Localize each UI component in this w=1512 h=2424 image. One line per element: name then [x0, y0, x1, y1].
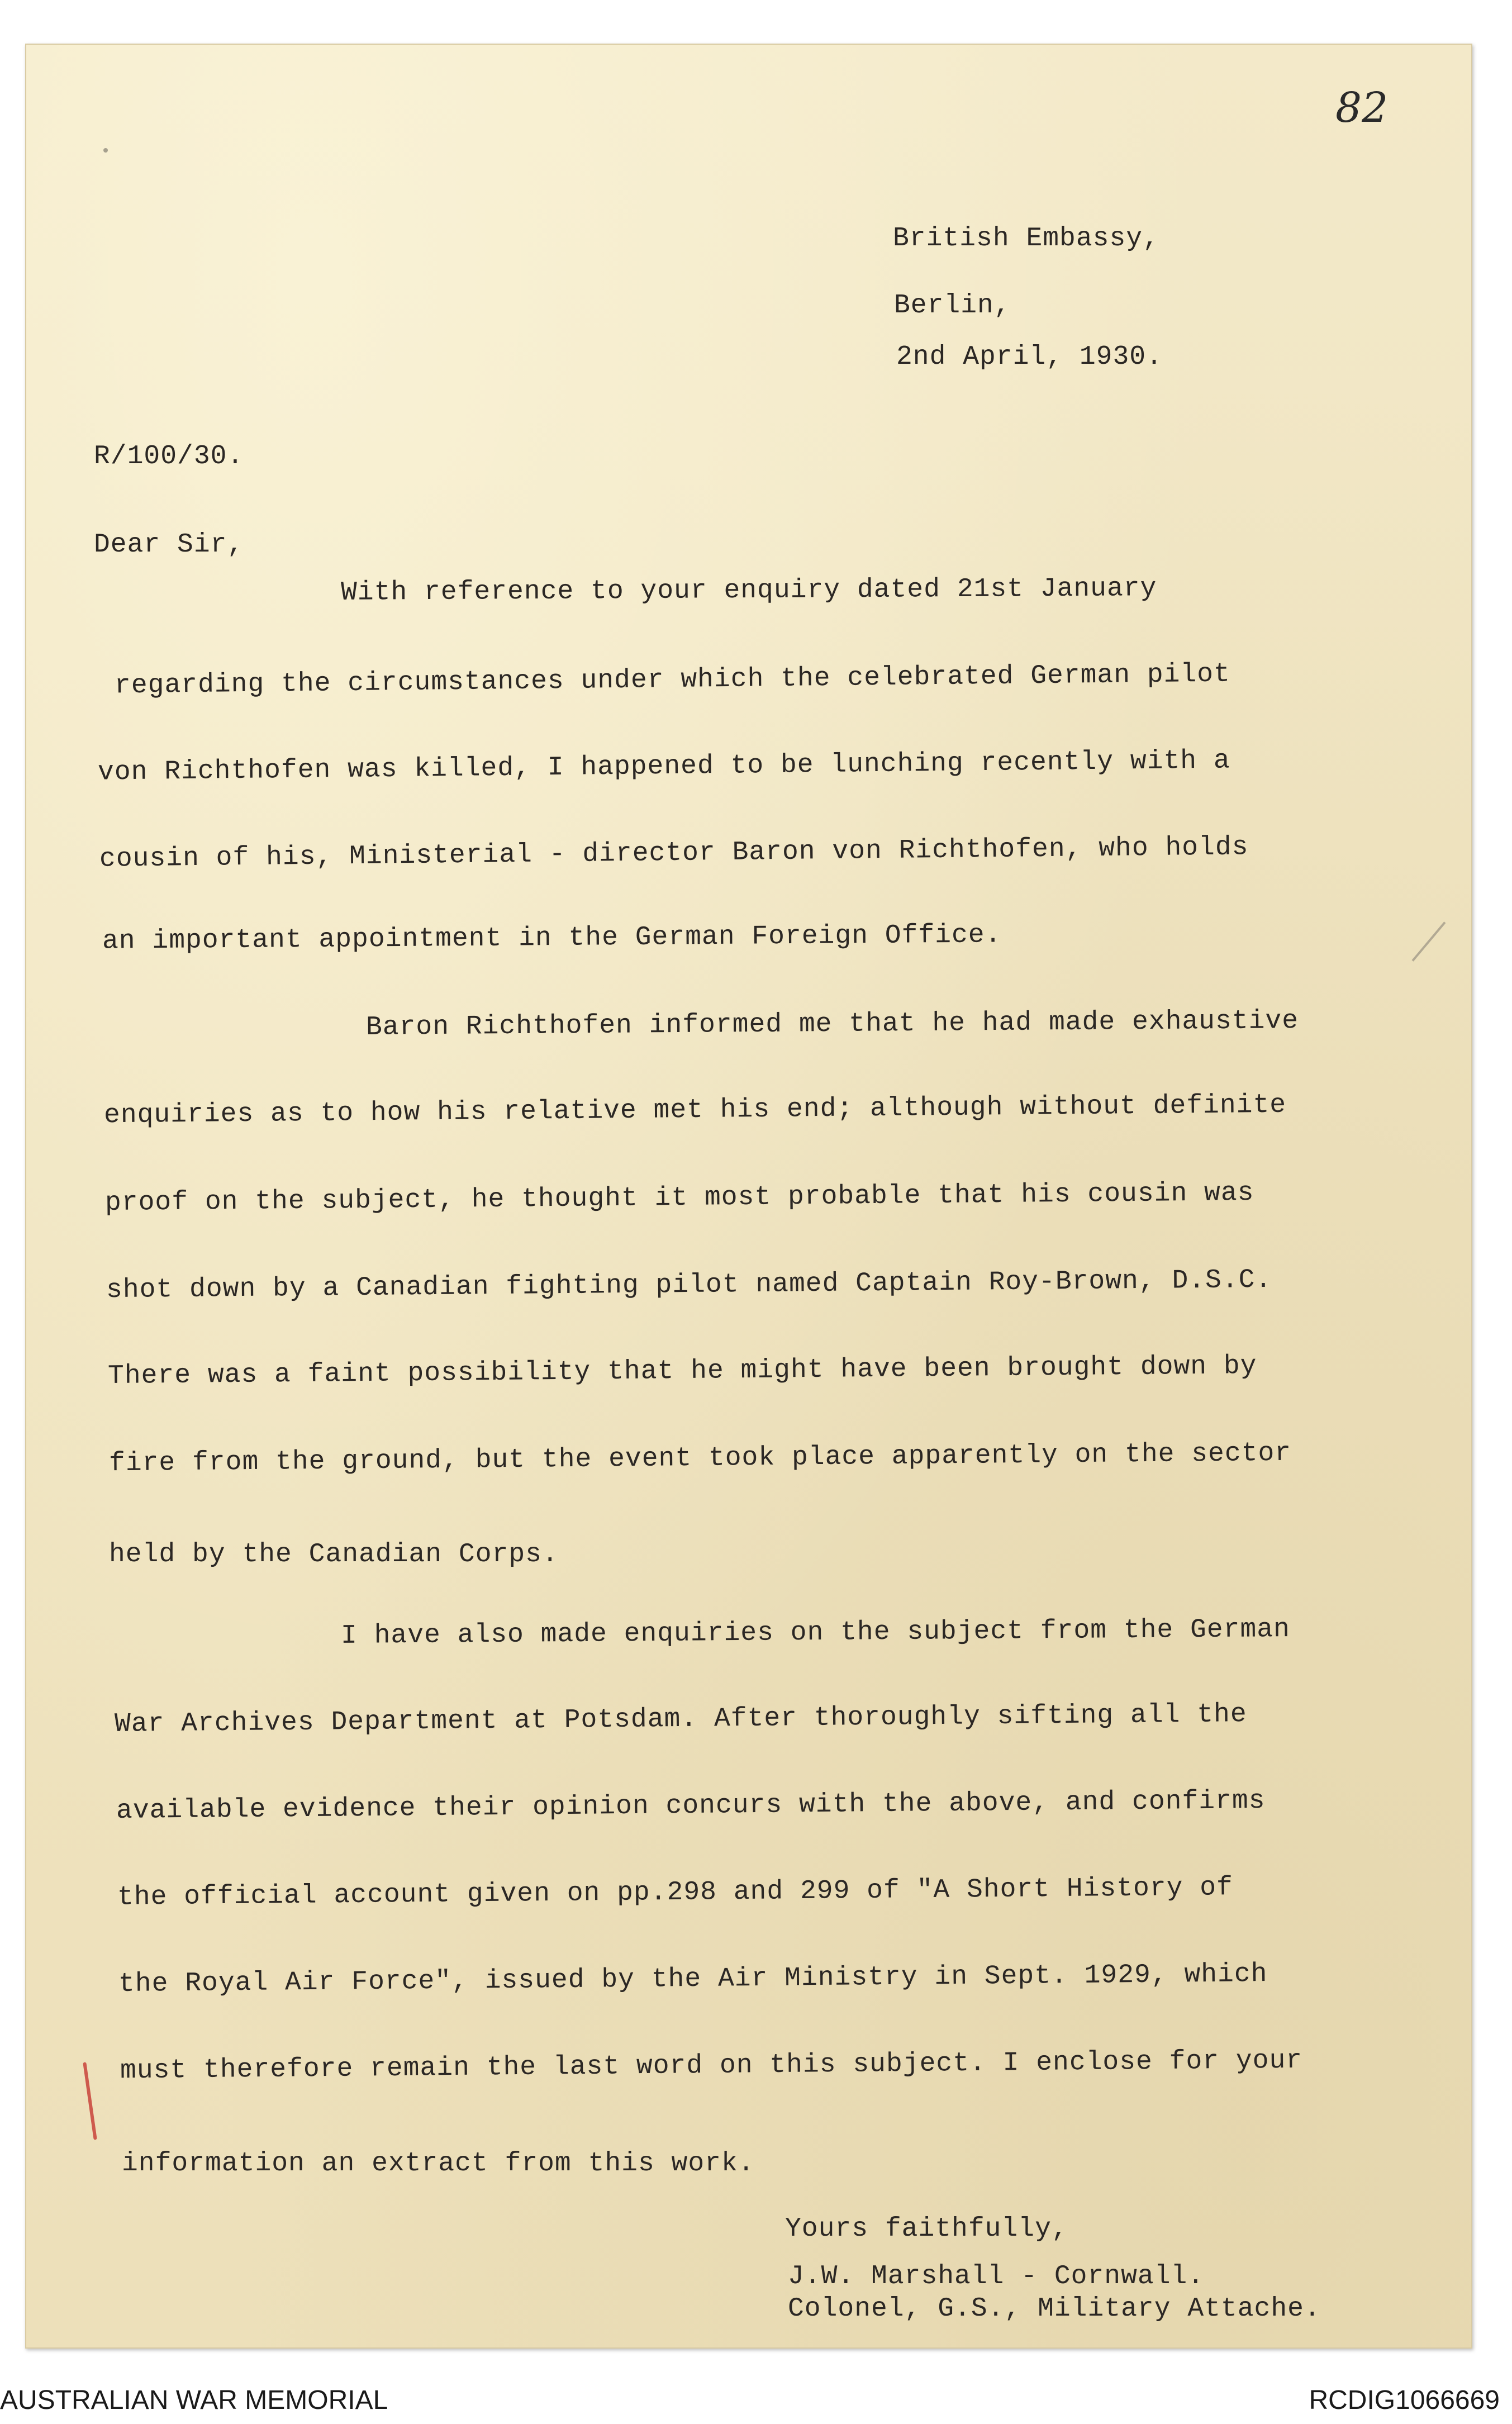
body-line: There was a faint possibility that he might have been brought down by — [107, 1351, 1257, 1391]
body-line: held by the Canadian Corps. — [109, 1539, 559, 1570]
body-line: the Royal Air Force", issued by the Air Ministry in Sept. 1929, which — [118, 1959, 1268, 1999]
body-line: must therefore remain the last word on this subject. I enclose for your — [120, 2045, 1303, 2086]
address-line-embassy: British Embassy, — [893, 224, 1159, 254]
signature-name: J.W. Marshall - Cornwall. — [788, 2261, 1205, 2292]
body-line: the official account given on pp.298 and 299 of "A Short History of — [117, 1872, 1234, 1913]
body-line: With reference to your enquiry dated 21st January — [340, 573, 1157, 608]
signature-title: Colonel, G.S., Military Attache. — [788, 2294, 1321, 2324]
closing: Yours faithfully, — [785, 2214, 1068, 2244]
body-line: shot down by a Canadian fighting pilot named Captain Roy-Brown, D.S.C. — [106, 1265, 1272, 1306]
paper-speck — [103, 148, 108, 153]
body-line: regarding the circumstances under which the celebrated German pilot — [114, 659, 1231, 701]
address-line-date: 2nd April, 1930. — [896, 342, 1163, 372]
reference-number: R/100/30. — [94, 441, 244, 472]
folio-number: 82 — [1335, 84, 1389, 132]
body-line: enquiries as to how his relative met his end; although without definite — [103, 1090, 1287, 1131]
address-line-city: Berlin, — [894, 291, 1011, 321]
body-line: I have also made enquiries on the subject from the German — [340, 1614, 1291, 1651]
archive-credit: AUSTRALIAN WAR MEMORIAL — [0, 2385, 388, 2415]
body-line: von Richthofen was killed, I happened to be lunching recently with a — [97, 745, 1230, 788]
body-line: War Archives Department at Potsdam. After thoroughly sifting all the — [114, 1699, 1247, 1739]
body-line: fire from the ground, but the event took place apparently on the sector — [108, 1438, 1292, 1479]
body-line: an important appointment in the German Foreign Office. — [102, 920, 1002, 957]
salutation: Dear Sir, — [94, 530, 244, 560]
body-line: cousin of his, Ministerial - director Baron von Richthofen, who holds — [99, 832, 1249, 874]
body-line: Baron Richthofen informed me that he had made exhaustive — [365, 1006, 1299, 1043]
archive-id: RCDIG1066669 — [1309, 2385, 1500, 2415]
body-line: available evidence their opinion concurs with the above, and confirms — [116, 1786, 1266, 1826]
body-line: information an extract from this work. — [122, 2149, 755, 2179]
body-line: proof on the subject, he thought it most probable that his cousin was — [104, 1178, 1254, 1218]
